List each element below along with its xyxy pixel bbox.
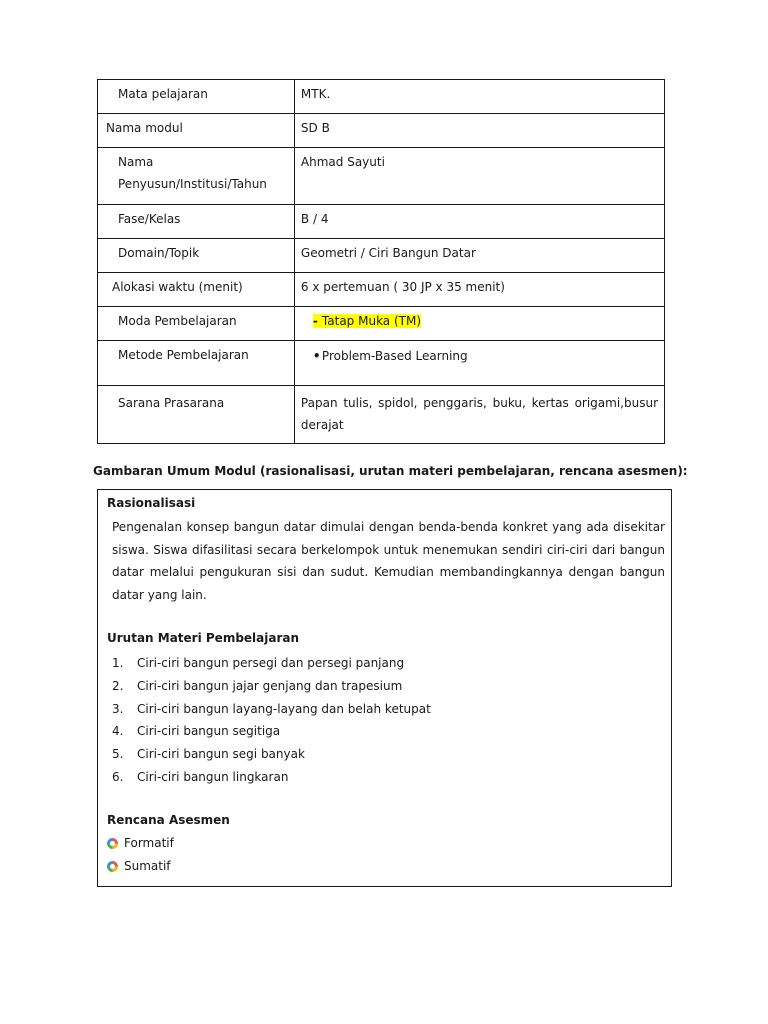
sarana-label: Sarana Prasarana (118, 396, 225, 410)
list-item-text: Ciri-ciri bangun jajar genjang dan trapesium (137, 678, 403, 693)
table-row (98, 205, 665, 239)
urutan-materi-list (98, 652, 431, 789)
table-row (98, 273, 665, 307)
rasionalisasi-title: Rasionalisasi (107, 496, 196, 510)
asesmen-item-text: Formatif (124, 836, 174, 850)
table-cell-label (98, 80, 295, 114)
list-item (98, 720, 431, 743)
module-identity-table (97, 79, 665, 444)
list-number: 3. (112, 701, 124, 716)
metode-value: Problem-Based Learning (321, 349, 468, 363)
urutan-materi-title: Urutan Materi Pembelajaran (107, 631, 300, 645)
list-number: 2. (112, 678, 124, 693)
asesmen-item-formatif (107, 836, 174, 850)
list-item-text: Ciri-ciri bangun lingkaran (137, 769, 289, 784)
mata-pelajaran-value: MTK. (300, 87, 331, 101)
table-cell-label (98, 205, 295, 239)
table-cell-label (98, 148, 295, 205)
table-cell-value (294, 341, 664, 386)
table-cell-label (98, 273, 295, 307)
sarana-value: Papan tulis, spidol, penggaris, buku, kertas origami,busur derajat (300, 396, 658, 432)
table-cell-value (294, 80, 664, 114)
penyusun-label-line1: Nama (118, 155, 154, 169)
penyusun-label-line2: Penyusun/Institusi/Tahun (118, 177, 267, 191)
list-number: 1. (112, 656, 124, 670)
mata-pelajaran-label: Mata pelajaran (118, 87, 208, 101)
fase-kelas-label: Fase/Kelas (118, 212, 181, 226)
moda-value: Tatap Muka (TM) (321, 314, 422, 328)
table-cell-value (294, 386, 664, 444)
alokasi-waktu-label: Alokasi waktu (menit) (112, 280, 243, 294)
gambaran-umum-heading: Gambaran Umum Modul (rasionalisasi, urutan materi pembelajaran, rencana asesmen): (93, 464, 688, 478)
table-row (98, 148, 665, 205)
domain-topik-label: Domain/Topik (118, 246, 200, 260)
list-item (98, 743, 431, 766)
table-cell-label (98, 239, 295, 273)
table-cell-value (294, 205, 664, 239)
table-cell-value (294, 148, 664, 205)
nama-modul-label: Nama modul (106, 121, 183, 135)
table-row (98, 341, 665, 386)
penyusun-value: Ahmad Sayuti (300, 155, 385, 169)
table-row (98, 239, 665, 273)
table-row (98, 114, 665, 148)
fase-kelas-value: B / 4 (300, 212, 329, 226)
table-cell-label (98, 114, 295, 148)
metode-label: Metode Pembelajaran (118, 348, 249, 362)
list-item (98, 652, 431, 675)
list-item-text: Ciri-ciri bangun layang-layang dan belah ketupat (137, 701, 431, 716)
list-item-text: Ciri-ciri bangun segi banyak (137, 747, 305, 762)
list-number: 4. (112, 724, 124, 739)
moda-label: Moda Pembelajaran (118, 314, 237, 328)
list-number: 5. (112, 747, 124, 762)
colorful-circle-bullet-icon (107, 838, 118, 849)
list-item (98, 698, 431, 721)
table-row (98, 80, 665, 114)
table-cell-value (294, 273, 664, 307)
rasionalisasi-text: Pengenalan konsep bangun datar dimulai dengan benda-benda konkret yang ada disekitar siswa. Siswa difasilitasi secara berkelompok untuk menemukan sendiri ciri-ciri dari bangun datar melalui pengukuran sisi dan sudut. Kemudian membandingkannya dengan bangun datar yang lain. (112, 520, 665, 602)
table-cell-value (294, 239, 664, 273)
colorful-circle-bullet-icon (107, 861, 118, 872)
nama-modul-value: SD B (300, 121, 330, 135)
alokasi-waktu-value: 6 x pertemuan ( 30 JP x 35 menit) (300, 280, 505, 294)
table-cell-value (294, 114, 664, 148)
table-cell-label (98, 307, 295, 341)
moda-highlight (313, 314, 421, 328)
list-item-text: Ciri-ciri bangun persegi dan persegi panjang (137, 656, 405, 670)
bullet-icon: • (312, 349, 321, 363)
asesmen-item-text: Sumatif (124, 859, 171, 873)
table-cell-label (98, 341, 295, 386)
list-item (98, 766, 431, 789)
module-overview-box (97, 489, 672, 887)
domain-topik-value: Geometri / Ciri Bangun Datar (300, 246, 476, 260)
rencana-asesmen-title: Rencana Asesmen (107, 813, 230, 827)
moda-bullet: - (312, 314, 318, 328)
list-item-text: Ciri-ciri bangun segitiga (137, 724, 281, 739)
asesmen-item-sumatif (107, 859, 171, 873)
table-cell-value (294, 307, 664, 341)
list-item (98, 675, 431, 698)
list-number: 6. (112, 769, 124, 784)
table-row (98, 307, 665, 341)
table-cell-label (98, 386, 295, 444)
table-row (98, 386, 665, 444)
